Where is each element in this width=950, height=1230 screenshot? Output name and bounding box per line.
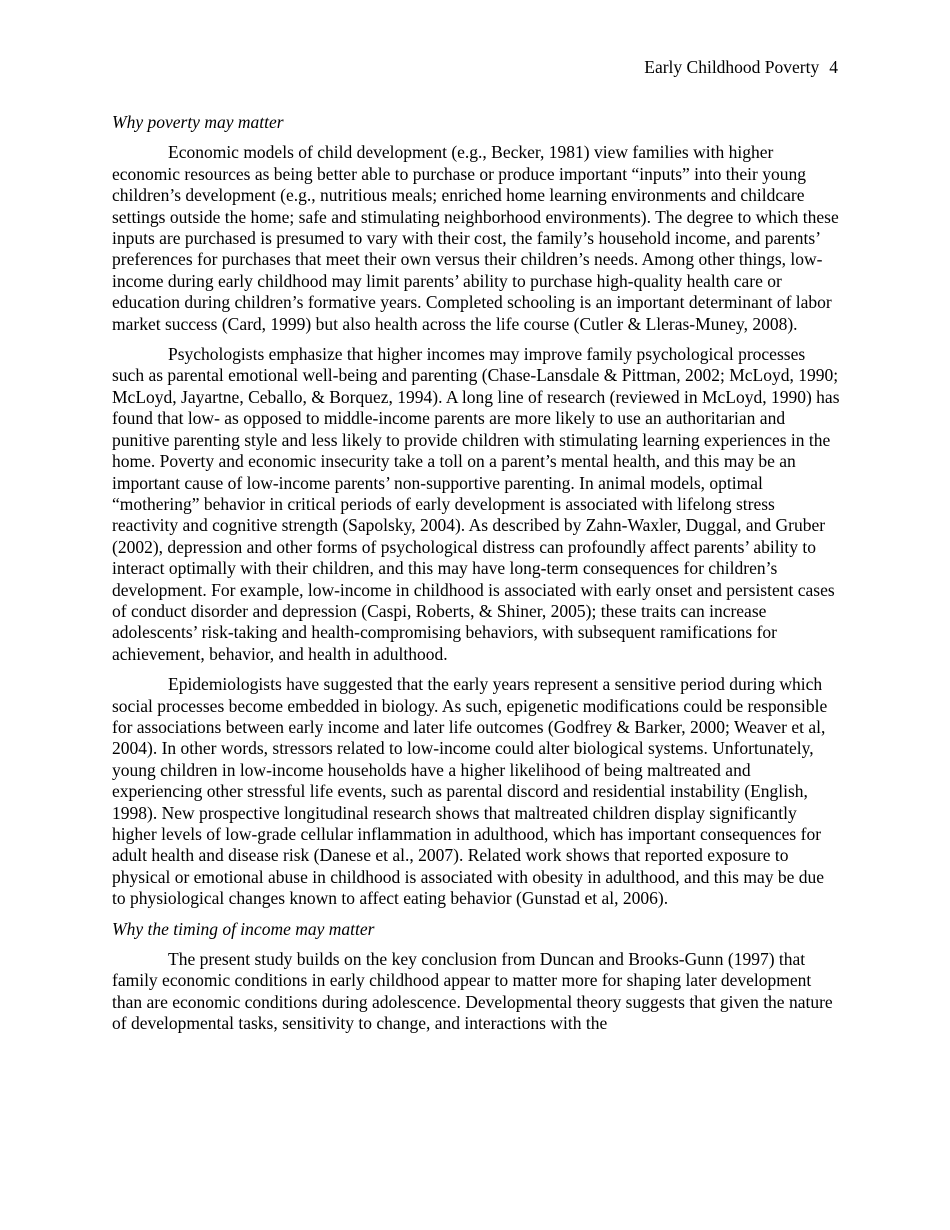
running-title: Early Childhood Poverty [644, 57, 820, 77]
paragraph: Psychologists emphasize that higher incomes may improve family psychological processes such as parental emotional well-being and parenting (Chase-Lansdale & Pittman, 2002; McLoyd, 1990; McLoyd, Jayartne, Ceballo, & Borquez, 1994). A long line of research (reviewed in McLoyd, 1990) has found that low- as opposed to middle-income parents are more likely to use an authoritarian and punitive parenting style and less likely to provide children with stimulating learning experiences in the home. Poverty and economic insecurity take a toll on a parent’s mental health, and this may be an important cause of low-income parents’ non-supportive parenting. In animal models, optimal “mothering” behavior in critical periods of early development is associated with lifelong stress reactivity and cognitive strength (Sapolsky, 2004). As described by Zahn-Waxler, Duggal, and Gruber (2002), depression and other forms of psychological distress can profoundly affect parents’ ability to interact optimally with their children, and this may have long-term consequences for children’s development. For example, low-income in childhood is associated with early onset and persistent cases of conduct disorder and depression (Caspi, Roberts, & Shiner, 2005); these traits can increase adolescents’ risk-taking and health-compromising behaviors, with subsequent ramifications for achievement, behavior, and health in adulthood. [112, 344, 840, 664]
section-heading: Why the timing of income may matter [112, 918, 375, 939]
paragraph: The present study builds on the key conclusion from Duncan and Brooks-Gunn (1997) that family economic conditions in early childhood appear to matter more for shaping later development than are economic conditions during adolescence. Developmental theory suggests that given the nature of developmental tasks, sensitivity to change, and interactions with the [112, 949, 833, 1034]
page-number: 4 [829, 57, 838, 77]
section-why-timing [112, 919, 840, 1035]
section-heading: Why poverty may matter [112, 112, 284, 132]
paragraph: Epidemiologists have suggested that the early years represent a sensitive period during which social processes become embedded in biology. As such, epigenetic modifications could be responsible for associations between early income and later life outcomes (Godfrey & Barker, 2000; Weaver et al, 2004). In other words, stressors related to low-income could alter biological systems. Unfortunately, young children in low-income households have a higher likelihood of being maltreated and experiencing other stressful life events, such as parental discord and residential instability (English, 1998). New prospective longitudinal research shows that maltreated children display significantly higher levels of low-grade cellular inflammation in adulthood, which has important consequences for adult health and disease risk (Danese et al., 2007). Related work shows that reported exposure to physical or emotional abuse in childhood is associated with obesity in adulthood, and this may be due to physiological changes known to affect eating behavior (Gunstad et al, 2006). [112, 674, 828, 909]
running-head [644, 56, 838, 78]
body-text [112, 112, 840, 1044]
paragraph: Economic models of child development (e.g., Becker, 1981) view families with higher economic resources as being better able to purchase or produce important “inputs” into their young children’s development (e.g., nutritious meals; enriched home learning environments and childcare settings outside the home; safe and stimulating neighborhood environments). The degree to which these inputs are purchased is presumed to vary with their cost, the family’s household income, and parents’ preferences for purchases that meet their own versus their children’s needs. Among other things, low-income during early childhood may limit parents’ ability to purchase high-quality health care or education during children’s formative years. Completed schooling is an important determinant of labor market success (Card, 1999) but also health across the life course (Cutler & Lleras-Muney, 2008). [112, 142, 839, 334]
section-why-poverty [112, 112, 840, 910]
